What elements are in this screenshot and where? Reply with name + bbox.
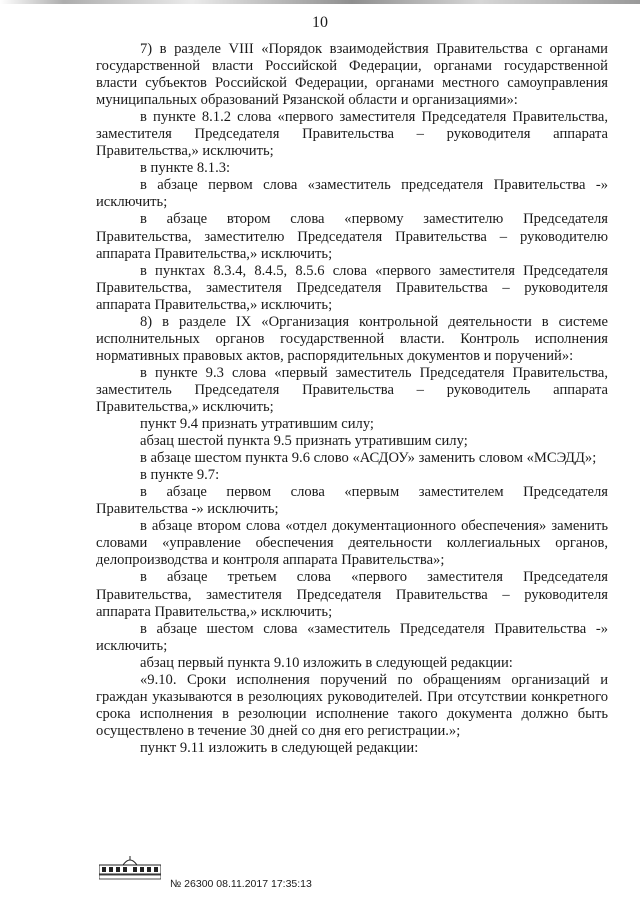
paragraph: в пунктах 8.3.4, 8.4.5, 8.5.6 слова «первого заместителя Председателя Правительства, заместителя Председателя Правительства – руководителя аппарата Правительства,» исключить; [96,262,608,313]
paragraph: в абзаце первом слова «первым заместителем Председателя Правительства -» исключить; [96,484,608,518]
paragraph: в абзаце втором слова «отдел документационного обеспечения» заменить словами «управление обеспечения деятельности коллегиальных органов, делопроизводства и контроля аппарата Правительства»; [96,518,608,569]
paragraph: «9.10. Сроки исполнения поручений по обращениям организаций и граждан указываются в резолюциях руководителей. При отсутствии конкретного срока исполнения в резолюции исполнение такого документа должно быть осуществлено в течение 30 дней со дня его регистрации.»; [96,671,608,739]
paragraph: в пункте 9.3 слова «первый заместитель Председателя Правительства, заместитель Председателя Правительства – руководитель аппарата Правительства,» исключить; [96,364,608,415]
paragraph: 8) в разделе IX «Организация контрольной деятельности в системе исполнительных органов государственной власти. Контроль исполнения нормативных правовых актов, распорядительных документов и поручений»: [96,313,608,364]
paragraph: 7) в разделе VIII «Порядок взаимодействия Правительства с органами государственной власти Российской Федерации, органами государственной власти субъектов Российской Федерации, органами местного самоуправления муниципальных образований Рязанской области и организациями»: [96,41,608,109]
paragraph: пункт 9.11 изложить в следующей редакции: [140,739,419,756]
building-logo-icon [99,855,161,881]
page-number: 10 [312,14,328,31]
paragraph: в пункте 8.1.3: [140,160,231,177]
paragraph: в абзаце шестом слова «заместитель Председателя Правительства -» исключить; [96,620,608,654]
registration-stamp: № 26300 08.11.2017 17:35:13 [170,878,312,890]
document-body [96,41,608,757]
paragraph: в пункте 8.1.2 слова «первого заместителя Председателя Правительства, заместителя Председателя Правительства – руководителя аппарата Правительства,» исключить; [96,109,608,160]
paragraph: пункт 9.4 признать утратившим силу; [140,416,374,433]
paragraph: в абзаце третьем слова «первого заместителя Председателя Правительства, заместителя Председателя Правительства – руководителя аппарата Правительства,» исключить; [96,569,608,620]
paragraph: в абзаце первом слова «заместитель председателя Правительства -» исключить; [96,177,608,211]
paragraph: абзац шестой пункта 9.5 признать утратившим силу; [140,433,468,450]
paragraph: в пункте 9.7: [140,467,220,484]
paragraph: абзац первый пункта 9.10 изложить в следующей редакции: [140,654,513,671]
scan-edge [0,0,640,4]
paragraph: в абзаце втором слова «первому заместителю Председателя Правительства, заместителю Председателя Правительства – руководителю аппарата Правительства,» исключить; [96,211,608,262]
paragraph: в абзаце шестом пункта 9.6 слово «АСДОУ» заменить словом «МСЭДД»; [140,450,597,467]
